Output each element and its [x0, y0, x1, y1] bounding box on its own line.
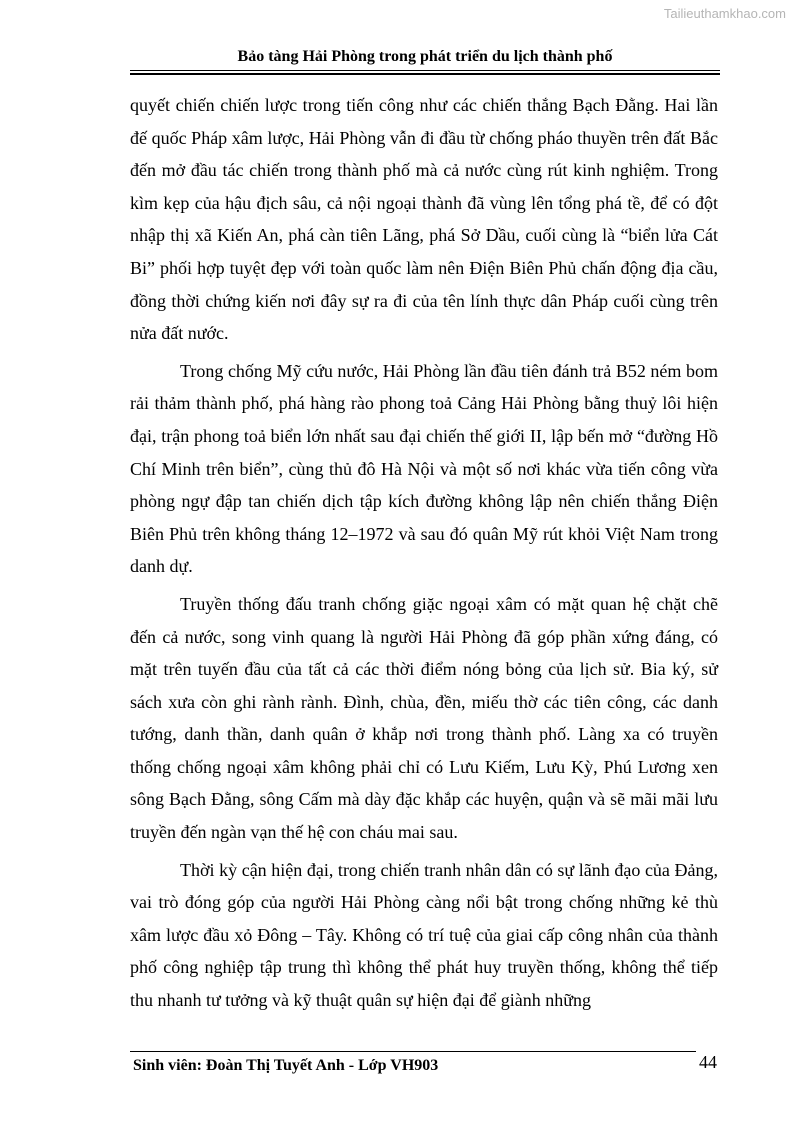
watermark: Tailieuthamkhao.com — [663, 6, 786, 21]
body-text — [130, 89, 718, 1017]
paragraph-continuation: quyết chiến chiến lược trong tiến công như các chiến thắng Bạch Đằng. Hai lần đế quốc Pháp xâm lược, Hải Phòng vẫn đi đầu từ chống pháo thuyền trên đất Bắc đến mở đầu tác chiến trong thành phố mà cả nước cùng rút kinh nghiệm. Trong kìm kẹp của hậu địch sâu, cả nội ngoại thành đã vùng lên tổng phá tề, để có đột nhập thị xã Kiến An, phá càn tiên Lãng, phá Sở Dầu, cuối cùng là “biển lửa Cát Bi” phối hợp tuyệt đẹp với toàn quốc làm nên Điện Biên Phủ chấn động địa cầu, đồng thời chứng kiến nơi đây sự ra đi của tên lính thực dân Pháp cuối cùng trên nửa đất nước. — [130, 95, 718, 344]
page-number: 44 — [699, 1052, 717, 1072]
paragraph: Trong chống Mỹ cứu nước, Hải Phòng lần đầu tiên đánh trả B52 ném bom rải thảm thành phố, phá hàng rào phong toả Cảng Hải Phòng bằng thuỷ lôi hiện đại, trận phong toả biển lớn nhất sau đại chiến thế giới II, lập bến mở “đường Hồ Chí Minh trên biển”, cùng thủ đô Hà Nội và một số nơi khác vừa tiến công vừa phòng ngự đập tan chiến dịch tập kích đường không lập nên chiến thắng Điện Biên Phủ trên không tháng 12–1972 và sau đó quân Mỹ rút khỏi Việt Nam trong danh dự. — [130, 360, 718, 577]
header-rule-thin — [130, 70, 720, 71]
running-header-title: Bảo tàng Hải Phòng trong phát triển du lịch thành phố — [237, 48, 613, 65]
paragraph: Truyền thống đấu tranh chống giặc ngoại xâm có mặt quan hệ chặt chẽ đến cả nước, song vinh quang là người Hải Phòng đã góp phần xứng đáng, có mặt trên tuyến đầu của tất cả các thời điểm nóng bỏng của lịch sử. Bia ký, sử sách xưa còn ghi rành rành. Đình, chùa, đền, miếu thờ các tiên công, các danh tướng, danh thần, danh quân ở khắp nơi trong thành phố. Làng xa có truyền thống chống ngoại xâm không phải chỉ có Lưu Kiếm, Lưu Kỳ, Phú Lương xen sông Bạch Đằng, sông Cấm mà dày đặc khắp các huyện, quận và sẽ mãi mãi lưu truyền đến ngàn vạn thế hệ con cháu mai sau. — [130, 593, 718, 843]
footer-rule — [130, 1051, 696, 1052]
header-rule-thick — [130, 73, 720, 75]
footer-author: Sinh viên: Đoàn Thị Tuyết Anh - Lớp VH903 — [133, 1057, 439, 1074]
paragraph: Thời kỳ cận hiện đại, trong chiến tranh nhân dân có sự lãnh đạo của Đảng, vai trò đóng góp của người Hải Phòng càng nổi bật trong chống những kẻ thù xâm lược đầu xỏ Đông – Tây. Không có trí tuệ của giai cấp công nhân của thành phố công nghiệp tập trung thì không thể phát huy truyền thống, không thể tiếp thu nhanh tư tưởng và kỹ thuật quân sự hiện đại để giành những — [130, 859, 718, 1011]
